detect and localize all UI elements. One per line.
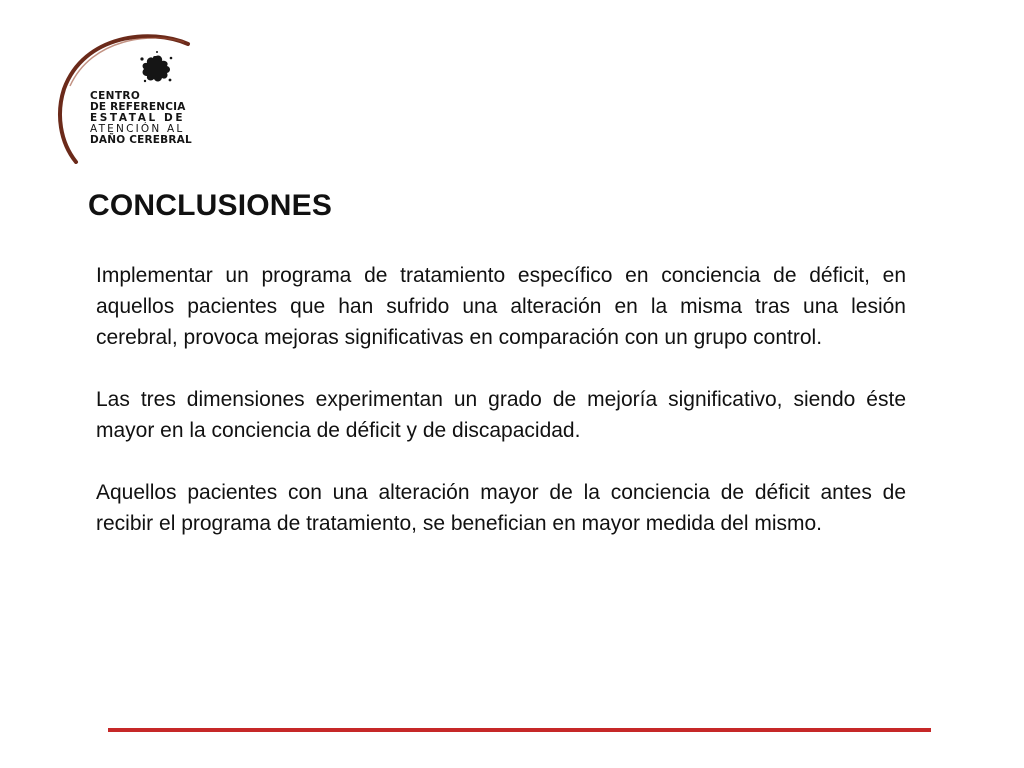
logo-line-2: DE REFERENCIA (90, 101, 186, 113)
logo-line-5: DAÑO CEREBRAL (90, 134, 192, 146)
paragraph-3: Aquellos pacientes con una alteración mayor de la conciencia de déficit antes de recibir el programa de tratamiento, se benefician en mayor medida del mismo. (96, 481, 906, 535)
logo-text (90, 91, 192, 146)
logo (56, 34, 226, 164)
logo-line-1: CENTRO (90, 90, 141, 102)
ink-splash-icon (136, 50, 176, 86)
conclusions-body (96, 260, 906, 539)
logo-line-4: ATENCIÓN AL (90, 123, 185, 135)
logo-line-3: ESTATAL DE (90, 112, 186, 124)
footer-divider (108, 728, 931, 732)
paragraph-2: Las tres dimensiones experimentan un grado de mejoría significativo, siendo éste mayor en la conciencia de déficit y de discapacidad. (96, 388, 906, 442)
page-title: CONCLUSIONES (88, 189, 333, 222)
paragraph-1: Implementar un programa de tratamiento específico en conciencia de déficit, en aquellos pacientes que han sufrido una alteración en la misma tras una lesión cerebral, provoca mejoras significativas en comparación con un grupo control. (96, 264, 906, 349)
